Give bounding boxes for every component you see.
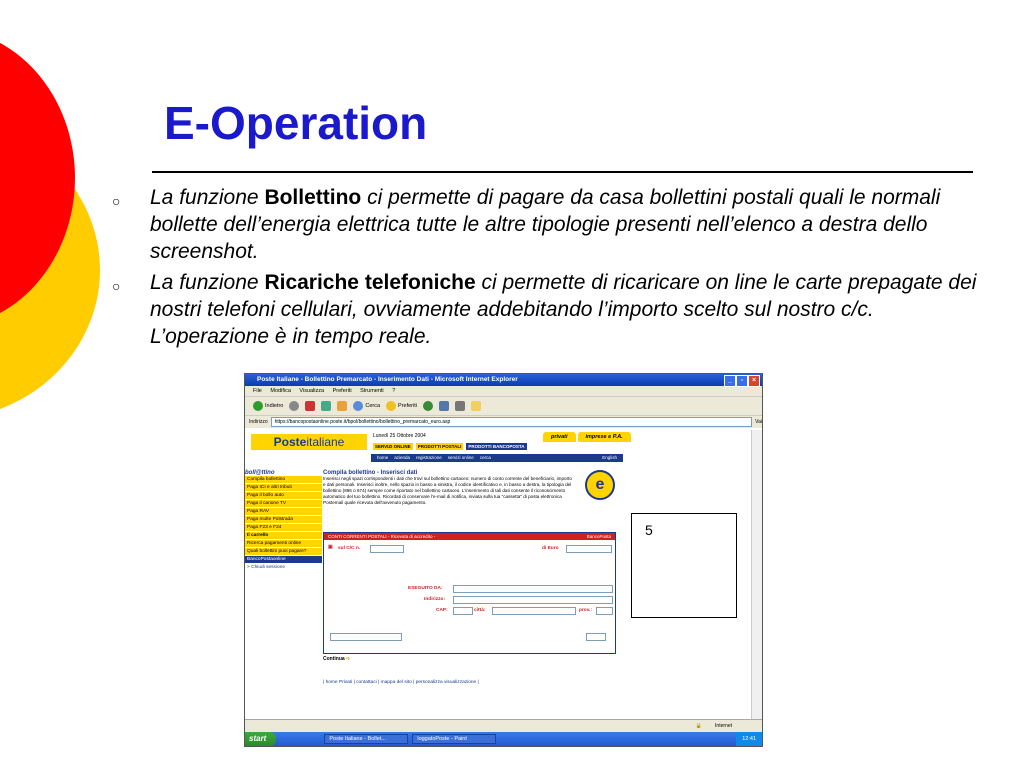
- payer-label: ESEGUITO DA:: [408, 586, 443, 591]
- account-icon: ▣: [328, 545, 333, 550]
- internet-zone: Internet: [715, 723, 732, 729]
- audience-tabs: [543, 432, 631, 442]
- street-input[interactable]: [453, 596, 613, 604]
- sidebar-item[interactable]: Paga RAV: [245, 508, 322, 515]
- content-title: Compila bollettino - Inserisci dati: [323, 470, 418, 476]
- task-paint[interactable]: loggatoPoste - Paint: [412, 734, 496, 744]
- callout-number: 5: [645, 522, 653, 538]
- favorites-button[interactable]: Preferiti: [386, 397, 417, 415]
- payer-input[interactable]: [453, 585, 613, 593]
- sidebar-item[interactable]: Paga ICI e altri tributi: [245, 484, 322, 491]
- city-label: città:: [474, 608, 486, 613]
- minimize-icon[interactable]: _: [724, 375, 736, 387]
- nav-servizi[interactable]: servizi online: [447, 455, 474, 460]
- nav-cerca[interactable]: cerca: [479, 455, 491, 460]
- euro-input[interactable]: [566, 545, 612, 553]
- home-icon[interactable]: [337, 401, 347, 411]
- type-input[interactable]: [586, 633, 606, 641]
- address-input[interactable]: https://bancopostaonline.poste.it/bpol/bollettino/bollettino_premarcato_euro.asp: [271, 417, 753, 427]
- callout-box: [631, 513, 737, 618]
- back-arrow-icon: [253, 401, 263, 411]
- search-button[interactable]: Cerca: [353, 397, 380, 415]
- close-icon[interactable]: ×: [748, 375, 760, 387]
- bullet-text: La funzione Bollettino ci permette di pagare da casa bollettini postali quali le normali bollette dell’energia elettrica tutte le altre tipologie presenti nell’elenco a destra dello screenshot.: [150, 186, 941, 263]
- sidebar-item[interactable]: Quali bollettini puoi pagare?: [245, 548, 322, 555]
- windows-taskbar: [245, 732, 762, 746]
- top-nav: [373, 443, 527, 450]
- nav-azienda[interactable]: azienda: [394, 455, 411, 460]
- arrow-right-icon: ➪: [346, 656, 351, 662]
- nav-english[interactable]: English: [602, 455, 617, 460]
- browser-title: Poste Italiane - Bollettino Premarcato - Inserimento Dati - Microsoft Internet Explorer: [257, 376, 518, 383]
- start-button[interactable]: start: [245, 732, 276, 746]
- bollettino-form: [323, 532, 616, 654]
- menu-modifica[interactable]: Modifica: [270, 388, 291, 394]
- content-instructions: Inserisci negli spazi corrispondenti i dati che trovi sul bollettino cartaceo: numero di conto corrente del beneficiario, importo e dati personali. Inserisci inoltre, nello spazio in basso a sinistra, il codice identificativo e, in basso a destra, la tipologia del bollettino (896 o 674) sempre come riportato nel bollettino cartaceo. L'inserimento di tali dati consente il riconoscimento automatico del tuo bollettino. Ricordati di conservare l'e-mail di notifica, inviata sulla tua "cassetta" di posta elettronica Postemail quale ricevuta dell'avvenuto pagamento.: [323, 476, 572, 505]
- sidebar-item[interactable]: Ricerca pagamenti online: [245, 540, 322, 547]
- page-footer[interactable]: | home Privati | contattaci | mappa del sito | personalizza visualizzazione |: [323, 680, 479, 685]
- cap-label: CAP:: [436, 608, 448, 613]
- nav-prodotti-bancoposta[interactable]: PRODOTTI BANCOPOSTA: [468, 444, 525, 449]
- account-input[interactable]: [370, 545, 404, 553]
- e-badge-icon: e: [585, 470, 615, 500]
- forward-arrow-icon[interactable]: [289, 401, 299, 411]
- title-divider: [152, 171, 973, 173]
- sidebar-item[interactable]: Paga il bollo auto: [245, 492, 322, 499]
- bullet-item: [112, 269, 992, 350]
- stop-icon[interactable]: [305, 401, 315, 411]
- sidebar-item[interactable]: Paga F23 e F24: [245, 524, 322, 531]
- bullet-item: [112, 184, 992, 265]
- euro-label: di Euro: [542, 546, 559, 551]
- sidebar-item[interactable]: Paga il canone TV: [245, 500, 322, 507]
- star-icon: [386, 401, 396, 411]
- mail-icon[interactable]: [439, 401, 449, 411]
- folder-icon[interactable]: [471, 401, 481, 411]
- sidebar: [245, 470, 322, 571]
- back-button[interactable]: Indietro: [253, 397, 283, 415]
- code-input[interactable]: [330, 633, 402, 641]
- nav-servizi-online[interactable]: SERVIZI ONLINE: [375, 444, 411, 449]
- browser-menubar: [245, 386, 762, 396]
- account-label: sul C/C n.: [338, 546, 361, 551]
- prov-input[interactable]: [596, 607, 613, 615]
- bullet-keyword: Ricariche telefoniche: [264, 271, 476, 294]
- sidebar-item[interactable]: Paga multe Polstrada: [245, 516, 322, 523]
- history-icon[interactable]: [423, 401, 433, 411]
- page-date: Lunedì 25 Ottobre 2004: [373, 433, 426, 439]
- secondary-nav: [371, 454, 623, 462]
- go-button[interactable]: Vai: [755, 419, 762, 425]
- bancoposta-label: BancoPosta: [586, 534, 611, 539]
- sidebar-item[interactable]: Compila bollettino: [245, 476, 322, 483]
- menu-file[interactable]: File: [253, 388, 262, 394]
- system-tray-clock: 12:41: [736, 732, 762, 746]
- address-label-field: Indirizzo:: [424, 597, 446, 602]
- nav-home[interactable]: home: [377, 455, 389, 460]
- refresh-icon[interactable]: [321, 401, 331, 411]
- page-scrollbar[interactable]: [751, 430, 762, 720]
- address-label: Indirizzo: [249, 419, 268, 425]
- browser-titlebar: [245, 374, 762, 386]
- bullet-marker: ○: [112, 278, 121, 294]
- cap-input[interactable]: [453, 607, 473, 615]
- address-bar: [245, 415, 762, 428]
- menu-help[interactable]: ?: [392, 388, 396, 394]
- bullet-keyword: Bollettino: [264, 186, 362, 209]
- tab-imprese[interactable]: imprese e P.A.: [578, 432, 631, 442]
- tab-privati[interactable]: privati: [543, 432, 576, 442]
- browser-toolbar: [245, 396, 762, 415]
- bullet-list: [112, 184, 992, 354]
- sidebar-item[interactable]: Il carrello: [245, 532, 322, 539]
- logout-link[interactable]: > Chiudi sessione: [247, 565, 285, 570]
- status-bar: [245, 719, 762, 732]
- lock-icon: 🔒: [695, 723, 702, 729]
- menu-preferiti[interactable]: Preferiti: [332, 388, 352, 394]
- sidebar-heading: boll@ttino: [245, 470, 275, 476]
- menu-visualizza[interactable]: Visualizza: [299, 388, 325, 394]
- nav-registrazione[interactable]: registrazione: [416, 455, 442, 460]
- continue-button[interactable]: Continua ➪: [323, 656, 351, 662]
- nav-prodotti-postali[interactable]: PRODOTTI POSTALI: [417, 444, 462, 449]
- city-input[interactable]: [492, 607, 576, 615]
- bullet-marker: ○: [112, 193, 121, 209]
- main-content: [323, 470, 615, 506]
- slide-title: E-Operation: [164, 97, 428, 149]
- search-icon: [353, 401, 363, 411]
- task-ie[interactable]: Poste Italiane - Bollet...: [324, 734, 408, 744]
- menu-strumenti[interactable]: Strumenti: [360, 388, 384, 394]
- bullet-text: La funzione Ricariche telefoniche ci permette di ricaricare on line le carte prepagate dei nostri telefoni cellulari, ovviamente addebitando l’importo scelto sul nostro c/c. L’operazione è in tempo reale.: [150, 271, 977, 348]
- sidebar-item[interactable]: BancoPostaonline: [245, 556, 322, 563]
- print-icon[interactable]: [455, 401, 465, 411]
- poste-logo: Posteitaliane: [251, 434, 367, 450]
- form-header: CONTI CORRENTI POSTALI - Ricevuta di accredito - BancoPosta: [324, 533, 615, 540]
- prov-label: prov.:: [579, 608, 592, 613]
- maximize-icon[interactable]: ▫: [736, 375, 748, 387]
